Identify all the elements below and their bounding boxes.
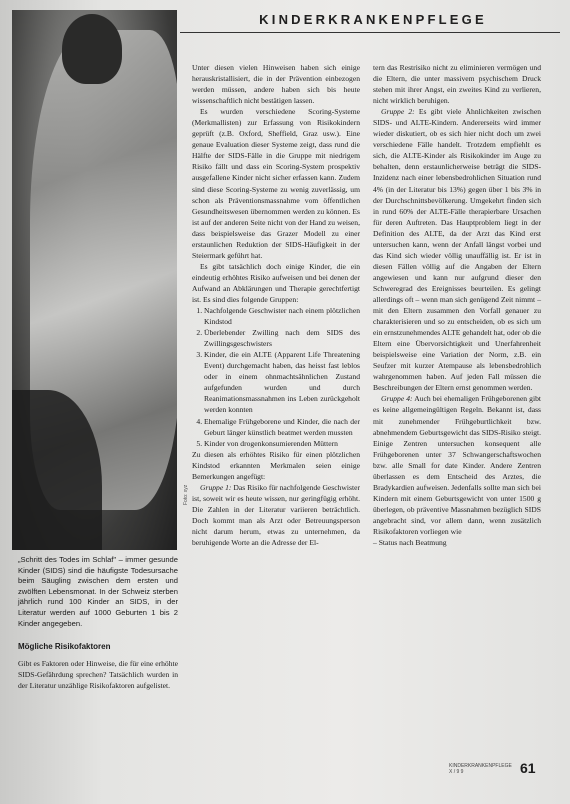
risk-group-list: [192, 305, 360, 449]
list-item: 1. Nachfolgende Geschwister nach einem plötzlichen Kindstod: [204, 305, 360, 327]
paragraph: – Status nach Beatmung: [373, 538, 447, 548]
paragraph: tern das Restrisiko nicht zu eliminieren vermögen und die Eltern, die unter massivem psychischem Druck stehen mit ihrer Angst, ein zweites Kind zu verlieren, nicht wirklich beruhigen.: [373, 63, 541, 106]
paragraph: [192, 482, 360, 548]
photo-caption: [18, 555, 178, 629]
paragraph-text: Auch bei ehemaligen Frühgeborenen gibt es keine allgemeingültigen Regeln. Bekannt ist, dass mit zunehmender Frühgeburtlichkeit bzw. abnehmendem Geburtsgewicht das SIDS-Risiko steigt. Einige Zentren untersuchen konsequent alle Frühgeborenen unter 37 Schwangerschaftswochen bzw. alle Small for date Kinder. Andere Zentren überlassen es dem Entscheid des Arztes, die Bradykardien aufweisen. Jedenfalls sollte man sich bei Kindern mit einem Geburtsgewicht von unter 1500 g überlegen, ob präventive Massnahmen bezüglich SIDS angebracht sind, vor allem dann, wenn zusätzlich Risikofaktoren vorliegen wie: [373, 394, 541, 536]
group-label: Gruppe 2:: [381, 107, 415, 117]
paragraph-text: Das Risiko für nachfolgende Geschwister ist, soweit wir es heute wissen, nur geringfügig erhöht. Die Zahlen in der Literatur variieren beträchtlich. Doch kommt man als Arzt oder Betreuungsperson nicht darum herum, etwas zu unternehmen, da beruhigende Worte an die Adresse der El-: [192, 482, 360, 548]
footer-source: [449, 763, 512, 775]
column-2: [192, 62, 360, 548]
subheading-risk-factors: Mögliche Risikofaktoren: [18, 642, 111, 652]
list-item: 4. Ehemalige Frühgeborene und Kinder, die nach der Geburt länger künstlich beatmet werden mussten: [204, 416, 360, 438]
paragraph: Es wurden verschiedene Scoring-Systeme (Merkmallisten) zur Erfassung von Risikokindern geprüft (z.B. Oxford, Sheffield, Graz usw.). Eine genaue Evaluation dieser Systeme zeigt, dass rund die Hälfte der SIDS-Fälle in die Gruppe mit niedrigem Risiko fällt und dass ein Scoring-System prospektiv ausgefallene Kinder nicht sicher erfassen kann. Zudem sind diese Scoring-Systeme zu wenig zuverlässig, um schon als Präventionsmassnahme vom öffentlichen Gesundheitswesen übernommen werden zu können. Es ist auf der anderen Seite nicht von der Hand zu weisen, dass beispielsweise das Grazer Modell zu einer erstaunlichen Reduktion der SIDS-Häufigkeit in der Steiermark geführt hat.: [192, 107, 360, 260]
paragraph: Zu diesen als erhöhtes Risiko für einen plötzlichen Kindstod erkannten Merkmalen seien einige Bemerkungen angefügt:: [192, 449, 360, 481]
photo-credit: Foto: xyz: [183, 484, 189, 505]
paragraph: [373, 393, 541, 537]
group-label: Gruppe 4:: [381, 394, 413, 404]
footer-line: KINDERKRANKENPFLEGE: [449, 763, 512, 769]
list-item: 2. Überlebender Zwilling nach dem SIDS des Zwillingsgeschwisters: [204, 327, 360, 349]
photo-head: [62, 14, 122, 84]
paragraph: Unter diesen vielen Hinweisen haben sich einige herauskristallisiert, die in der Prävention einbezogen werden müssen, andere haben sich bis heute wissenschaftlich nicht bestätigen lassen.: [192, 63, 360, 106]
page-number: 61: [520, 760, 536, 776]
infant-photo: [12, 10, 177, 550]
caption-text: – immer gesunde Kinder (SIDS) sind die häufigste Todesursache beim Säugling zwischen dem ersten und zwölften Lebensmonat. In der Schweiz sterben jährlich rund 100 Kinder an SIDS, in der Literatur werden auf 1000 Geburten 1 bis 2 Kinder angegeben.: [18, 555, 179, 628]
column-1: [18, 555, 178, 691]
paragraph: [373, 106, 541, 393]
list-item: 5. Kinder von drogenkonsumierenden Müttern: [204, 438, 360, 449]
caption-lead: „Schritt des Todes im Schlaf": [18, 555, 117, 564]
paragraph: Es gibt tatsächlich doch einige Kinder, die ein eindeutig erhöhtes Risiko aufweisen und bei denen der Aufwand an Abklärungen und Therapie gerechtfertigt ist. Es sind dies folgende Gruppen:: [192, 261, 360, 304]
paragraph: Gibt es Faktoren oder Hinweise, die für eine erhöhte SIDS-Gefährdung sprechen? Tatsächlich wurden in der Literatur unzählige Risikofaktoren aufgelistet.: [18, 659, 178, 691]
section-header: KINDERKRANKENPFLEGE: [259, 12, 487, 27]
paragraph-text: Es gibt viele Ähnlichkeiten zwischen SIDS- und ALTE-Kindern. Andererseits wird immer wieder diskutiert, ob es sich hier nicht doch um zwei verschiedene Fälle handelt. Trotzdem empfiehlt es sich, die ALTE-Kinder als Risikokinder im Auge zu behalten, denn erstaunlicherweise beträgt die SIDS-Inzidenz nach einer lebensbedrohlichen Situation rund 4% (in der Literatur bis 13%) gegen über 1 bis 3% in der Durchschnittsbevölkerung. Umgekehrt finden sich in rund 60% der ALTE-Fälle therapierbare Ursachen für deren Auftreten. Das Hauptproblem liegt in der Definition des ALTE, da der Arzt das Kind erst untersuchen kann, wenn der Anfall längst vorbei und das Kind sich wieder völlig unauffällig ist. Er ist in diesen Fällen völlig auf die Angaben der Eltern angewiesen und kann nur aufgrund dieser den Schweregrad des Ereignisses beurteilen. Es gelingt allerdings oft – wenn man sich genügend Zeit nimmt – mit den Eltern zusammen den Vorfall genauer zu charakterisieren und so zu entscheiden, ob es sich um ein ernstzunehmendes ALTE gehandelt hat, oder ob die Eltern eine Übervorsichtigkeit und Unerfahrenheit beispielsweise eine Variation der Norm, z.B. ein Seufzer mit kurzer Atempause als lebensbedrohlich wahrgenommen haben. Auf jeden Fall müssen die Beschreibungen der Eltern ernst genommen werden.: [373, 107, 541, 393]
list-item: 3. Kinder, die ein ALTE (Apparent Life Threatening Event) durchgemacht haben, das heisst fast leblos oder in einem ohnmachtsähnlichen Zustand aufgefunden wurden und durch Reanimationsmassnahmen ins Leben zurückgeholt werden konnten: [204, 349, 360, 415]
group-label: Gruppe 1:: [200, 482, 232, 492]
column-3: [373, 62, 541, 548]
footer-line: X / 9 9: [449, 769, 464, 775]
